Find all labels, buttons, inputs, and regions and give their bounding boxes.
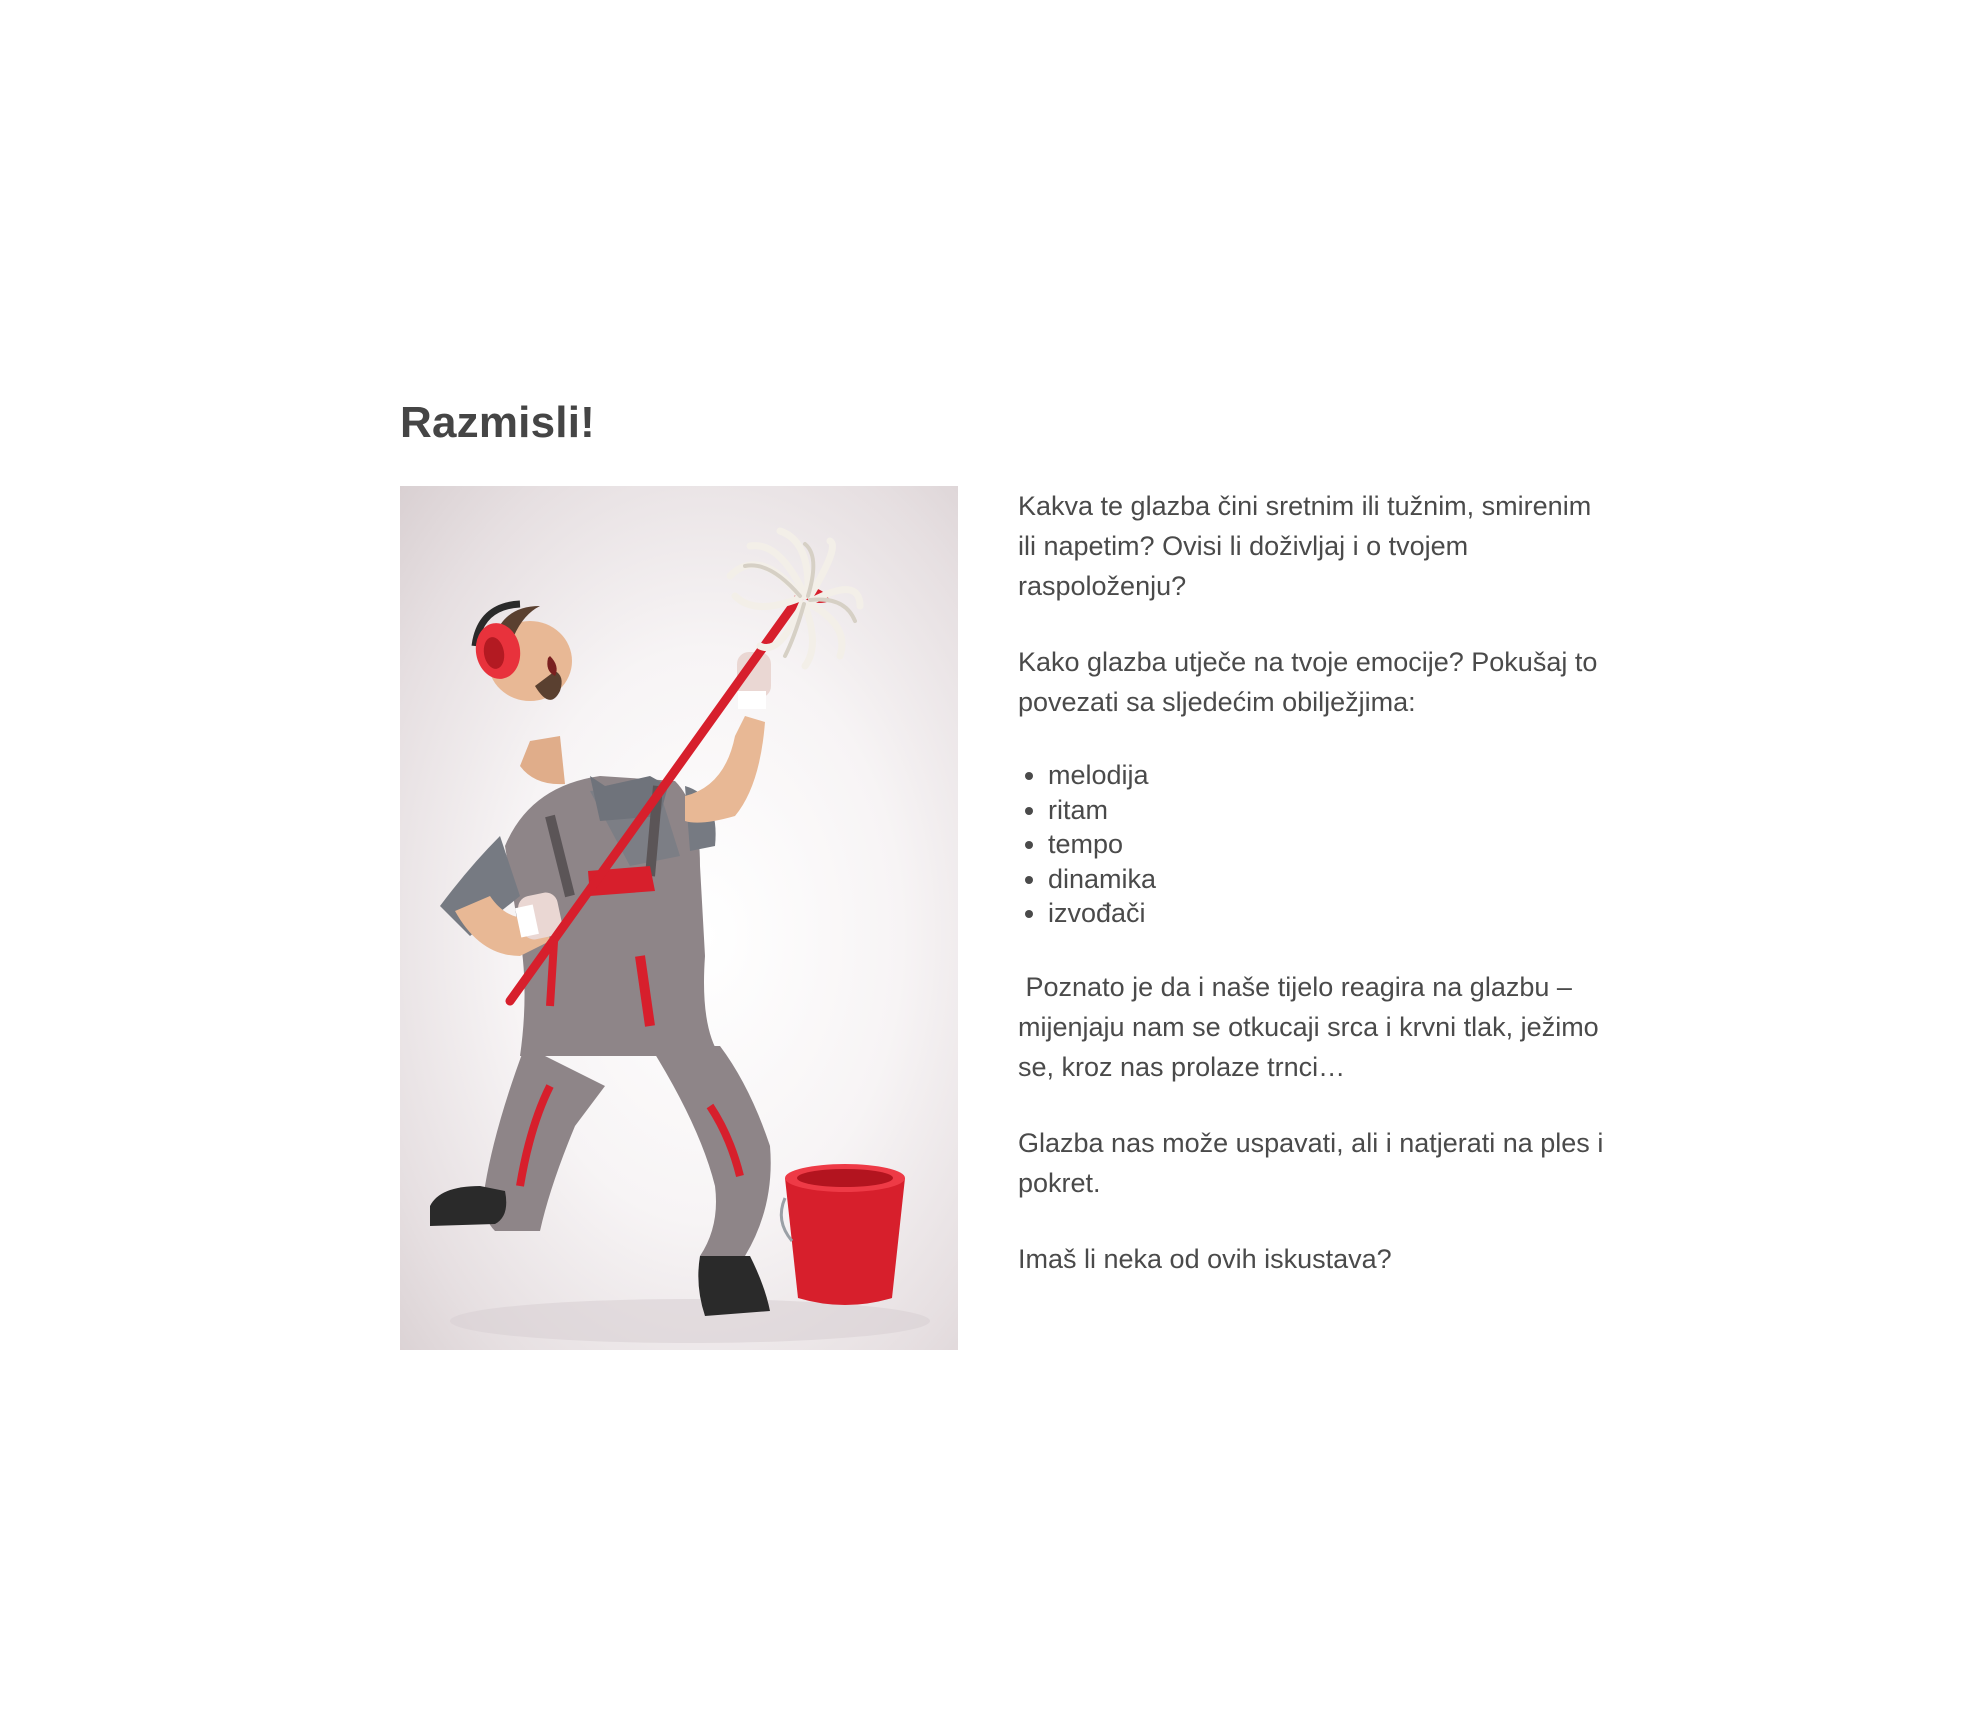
experience-question: Imaš li neka od ovih iskustava? [1018,1243,1392,1274]
man-with-mop-image [400,486,958,1350]
body-reaction-paragraph: Poznato je da i naše tijelo reagira na glazbu – mijenjaju nam se otkucaji srca i krvni tlak, ježimo se, kroz nas prolaze trnci… [1018,971,1607,1082]
dance-paragraph: Glazba nas može uspavati, ali i natjerati na ples i pokret. [1018,1127,1604,1198]
intro-paragraph: Kakva te glazba čini sretnim ili tužnim, smirenim ili napetim? Ovisi li doživljaj i o tvojem raspoloženju? [1018,491,1592,601]
list-item: • dinamika [1048,862,1608,897]
list-item: • izvođači [1048,896,1608,931]
page-title: Razmisli! [400,398,595,447]
content-row [400,486,1607,1366]
bucket-icon [781,1164,905,1305]
content [400,390,1607,1274]
features-list [1018,758,1608,931]
list-item: • tempo [1048,827,1608,862]
list-item: • ritam [1048,793,1608,828]
text-column [1018,486,1608,1315]
list-item: • melodija [1048,758,1608,793]
question-paragraph: Kako glazba utječe na tvoje emocije? Pokušaj to povezati sa sljedećim obilježjima: [1018,647,1598,717]
mop-icon [730,531,860,666]
